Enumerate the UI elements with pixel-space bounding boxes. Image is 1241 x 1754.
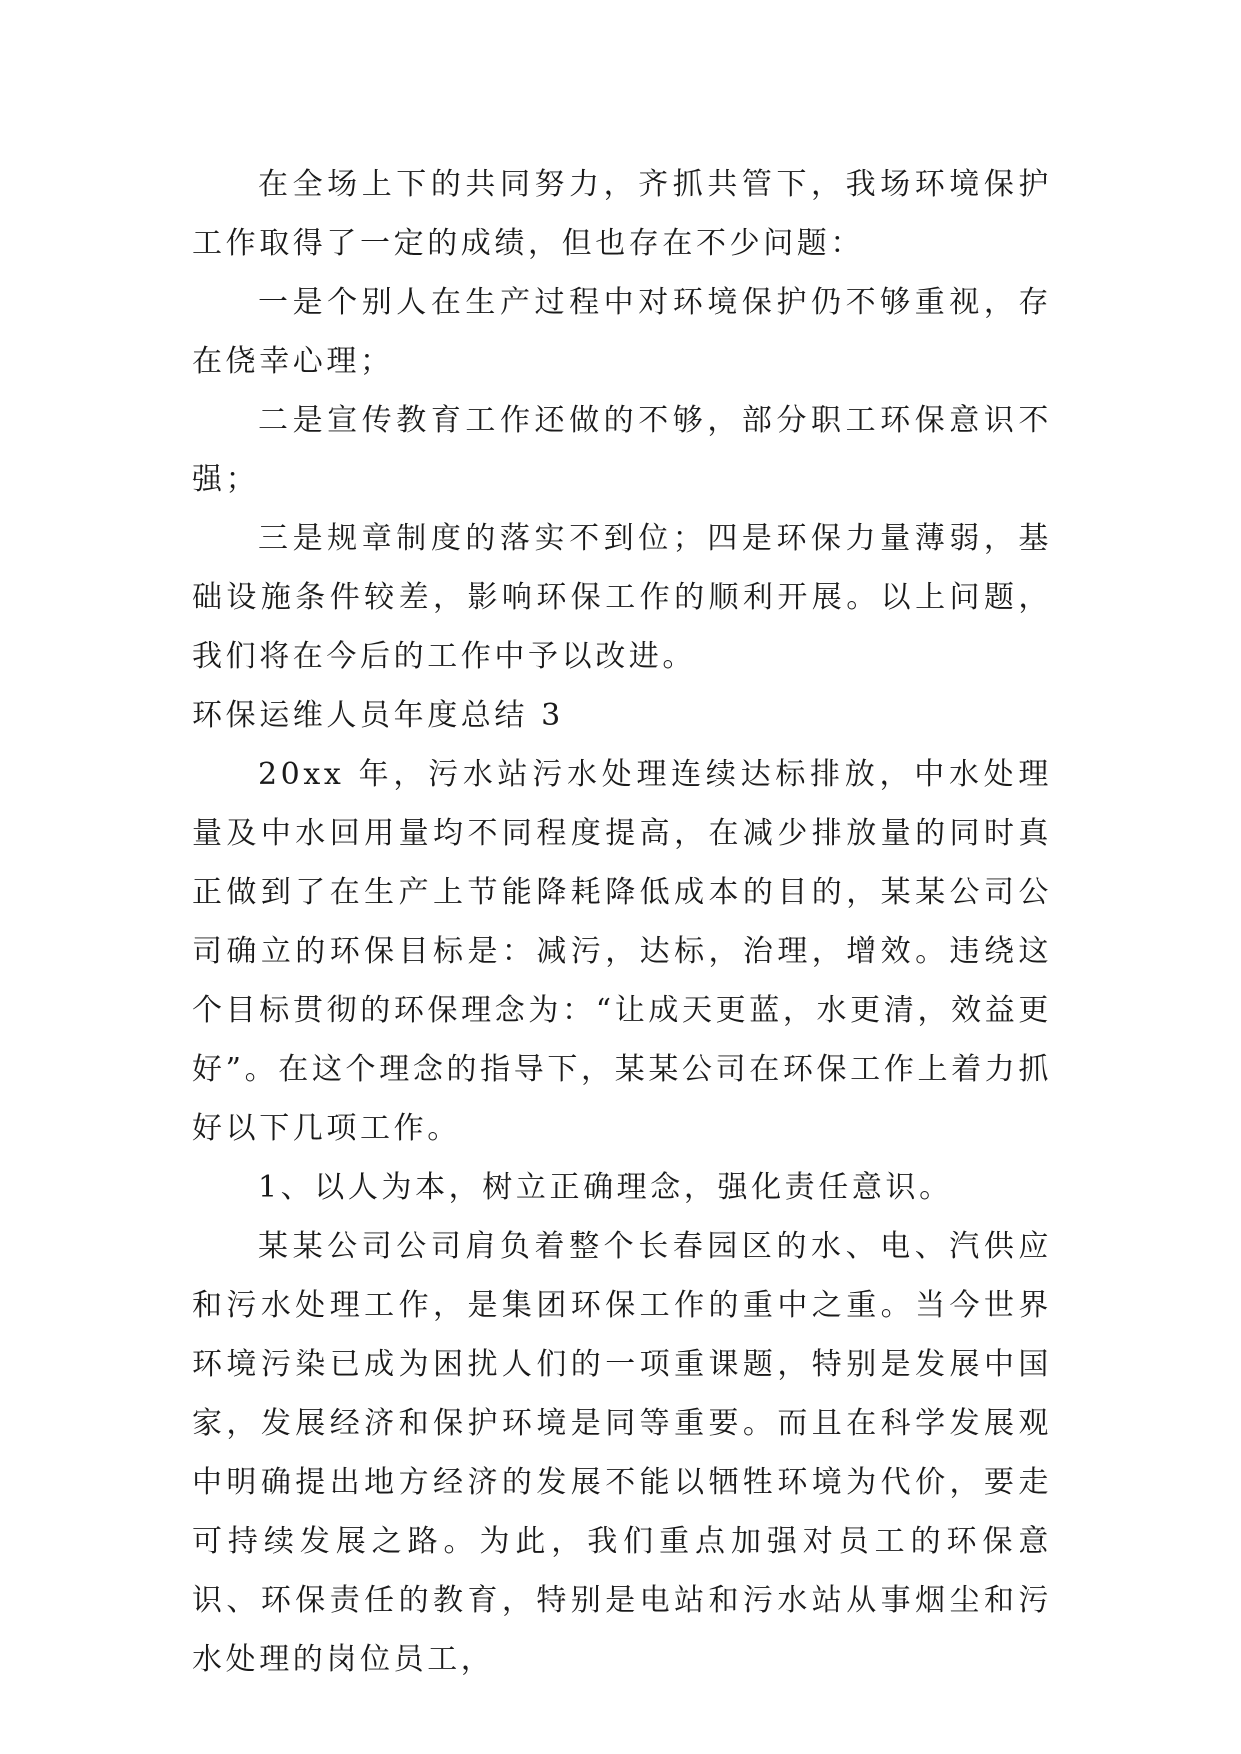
paragraph-annual-overview: 20xx 年，污水站污水处理连续达标排放，中水处理量及中水回用量均不同程度提高，在减少排放量的同时真正做到了在生产上节能降耗降低成本的目的，某某公司公司确立的环保目标是：减污，达标，治理，增效。违绕这个目标贯彻的环保理念为：“让成天更蓝，水更清，效益更好”。在这个理念的指导下，某某公司在环保工作上着力抓好以下几项工作。: [192, 757, 1052, 1146]
paragraph-problem-two: 二是宣传教育工作还做的不够，部分职工环保意识不强；: [192, 403, 1052, 497]
paragraph-problem-three-four: 三是规章制度的落实不到位；四是环保力量薄弱，基础设施条件较差，影响环保工作的顺利开展。以上问题，我们将在今后的工作中予以改进。: [192, 521, 1052, 674]
paragraph-responsibility: 某某公司公司肩负着整个长春园区的水、电、汽供应和污水处理工作，是集团环保工作的重中之重。当今世界环境污染已成为困扰人们的一项重课题，特别是发展中国家，发展经济和保护环境是同等重要。而且在科学发展观中明确提出地方经济的发展不能以牺牲环境为代价，要走可持续发展之路。为此，我们重点加强对员工的环保意识、环保责任的教育，特别是电站和污水站从事烟尘和污水处理的岗位员工，: [192, 1229, 1052, 1677]
section-heading: 环保运维人员年度总结 3: [192, 698, 564, 733]
paragraph-point-one: 1、以人为本，树立正确理念，强化责任意识。: [258, 1170, 953, 1205]
paragraph-problem-one: 一是个别人在生产过程中对环境保护仍不够重视，存在侥幸心理；: [192, 285, 1052, 379]
document-body: [192, 155, 1052, 1689]
paragraph-achievements: 在全场上下的共同努力，齐抓共管下，我场环境保护工作取得了一定的成绩，但也存在不少问题：: [192, 167, 1052, 261]
